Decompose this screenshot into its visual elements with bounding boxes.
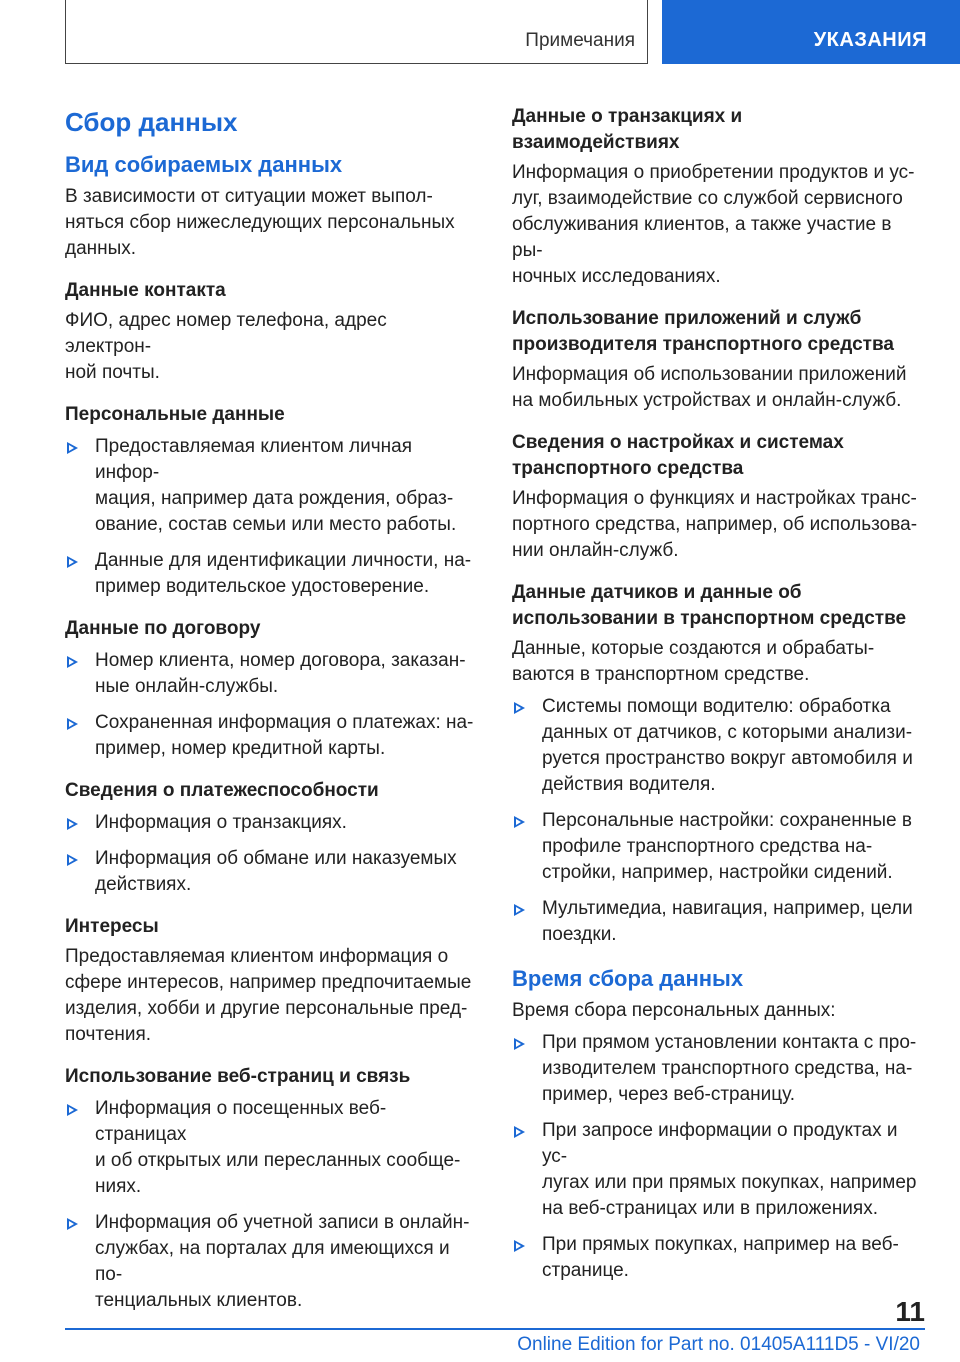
list-item: Системы помощи водителю: обработка данных от датчиков, с которыми анализи- руется пространство вокруг автомобиля и действия водителя.: [512, 694, 926, 798]
list-item: При запросе информации о продуктах и ус- лугах или при прямых покупках, например на веб-страницах или в приложениях.: [512, 1118, 926, 1222]
page-title: Сбор данных: [65, 107, 238, 137]
list-item: При прямых покупках, например на веб- странице.: [512, 1232, 926, 1284]
triangle-bullet-icon: [514, 1126, 525, 1138]
apps-paragraph: Информация об использовании приложений на мобильных устройствах и онлайн-служб.: [512, 364, 907, 411]
header-notes-tab[interactable]: [65, 0, 648, 64]
apps-heading: Использование приложений и служб производителя транспортного средства: [512, 308, 894, 355]
solvency-heading: Сведения о платежеспособности: [65, 780, 379, 801]
transactions-paragraph: Информация о приобретении продуктов и ус- луг, взаимодействие со службой сервисного обслуживания клиентов, а также участие в ры- ночных исследованиях.: [512, 162, 915, 287]
list-item: При прямом установлении контакта с про- изводителем транспортного средства, на- пример, через веб-страницу.: [512, 1030, 926, 1108]
personal-heading: Персональные данные: [65, 404, 285, 425]
page-number: 11: [895, 1296, 925, 1327]
triangle-bullet-icon: [514, 904, 525, 916]
list-item: Информация об учетной записи в онлайн- службах, на порталах для имеющихся и по- тенциальных клиентов.: [65, 1210, 477, 1314]
footer-divider: [65, 1328, 925, 1330]
settings-paragraph: Информация о функциях и настройках транс- портного средства, например, об использова- нии онлайн-служб.: [512, 488, 918, 561]
triangle-bullet-icon: [67, 556, 78, 568]
triangle-bullet-icon: [67, 854, 78, 866]
contact-paragraph: ФИО, адрес номер телефона, адрес электрон- ной почты.: [65, 310, 387, 383]
triangle-bullet-icon: [67, 1104, 78, 1116]
transactions-heading: Данные о транзакциях и взаимодействиях: [512, 106, 743, 153]
triangle-bullet-icon: [67, 718, 78, 730]
triangle-bullet-icon: [67, 1218, 78, 1230]
contact-heading: Данные контакта: [65, 280, 226, 301]
sensors-heading: Данные датчиков и данные об использовании в транспортном средстве: [512, 582, 907, 629]
time-list: [512, 1030, 926, 1284]
contract-heading: Данные по договору: [65, 618, 261, 639]
list-item: Информация о транзакциях.: [65, 810, 477, 836]
list-item: Номер клиента, номер договора, заказан- ные онлайн-службы.: [65, 648, 477, 700]
list-item: Информация о посещенных веб-страницах и об открытых или пересланных сообще- ниях.: [65, 1096, 477, 1200]
header-active-tab[interactable]: [662, 0, 960, 64]
section-subtitle-types: Вид собираемых данных: [65, 152, 343, 177]
web-heading: Использование веб-страниц и связь: [65, 1066, 411, 1087]
list-item: Персональные настройки: сохраненные в профиле транспортного средства на- стройки, например, настройки сидений.: [512, 808, 926, 886]
time-paragraph: Время сбора персональных данных:: [512, 1000, 836, 1021]
interests-paragraph: Предоставляемая клиентом информация о сфере интересов, например предпочитаемые изделия, хобби и другие персональные пред- почтения.: [65, 946, 472, 1045]
list-item: Информация об обмане или наказуемых действиях.: [65, 846, 477, 898]
notes-tab-label: Примечания: [525, 30, 635, 51]
settings-heading: Сведения о настройках и системах транспортного средства: [512, 432, 844, 479]
triangle-bullet-icon: [67, 656, 78, 668]
triangle-bullet-icon: [514, 1038, 525, 1050]
triangle-bullet-icon: [67, 442, 78, 454]
solvency-list: [65, 810, 477, 898]
personal-list: [65, 434, 477, 600]
contract-list: [65, 648, 477, 762]
interests-heading: Интересы: [65, 916, 159, 937]
list-item: Сохраненная информация о платежах: на- пример, номер кредитной карты.: [65, 710, 477, 762]
list-item: Мультимедиа, навигация, например, цели поездки.: [512, 896, 926, 948]
sensors-paragraph: Данные, которые создаются и обрабаты- ваются в транспортном средстве.: [512, 638, 875, 685]
triangle-bullet-icon: [514, 1240, 525, 1252]
left-column: [65, 100, 477, 1314]
right-column: [512, 100, 926, 1284]
web-list: [65, 1096, 477, 1314]
triangle-bullet-icon: [67, 818, 78, 830]
intro-paragraph: В зависимости от ситуации может выпол- няться сбор нижеследующих персональных данных.: [65, 186, 455, 259]
triangle-bullet-icon: [514, 702, 525, 714]
list-item: Предоставляемая клиентом личная инфор- мация, например дата рождения, образ- ование, состав семьи или место работы.: [65, 434, 477, 538]
active-tab-label: УКАЗАНИЯ: [813, 29, 927, 51]
triangle-bullet-icon: [514, 816, 525, 828]
list-item: Данные для идентификации личности, на- пример водительское удостоверение.: [65, 548, 477, 600]
sensors-list: [512, 694, 926, 948]
footer-edition: Online Edition for Part no. 01405A111D5 - VI/20: [517, 1334, 920, 1355]
section-subtitle-time: Время сбора данных: [512, 966, 744, 991]
